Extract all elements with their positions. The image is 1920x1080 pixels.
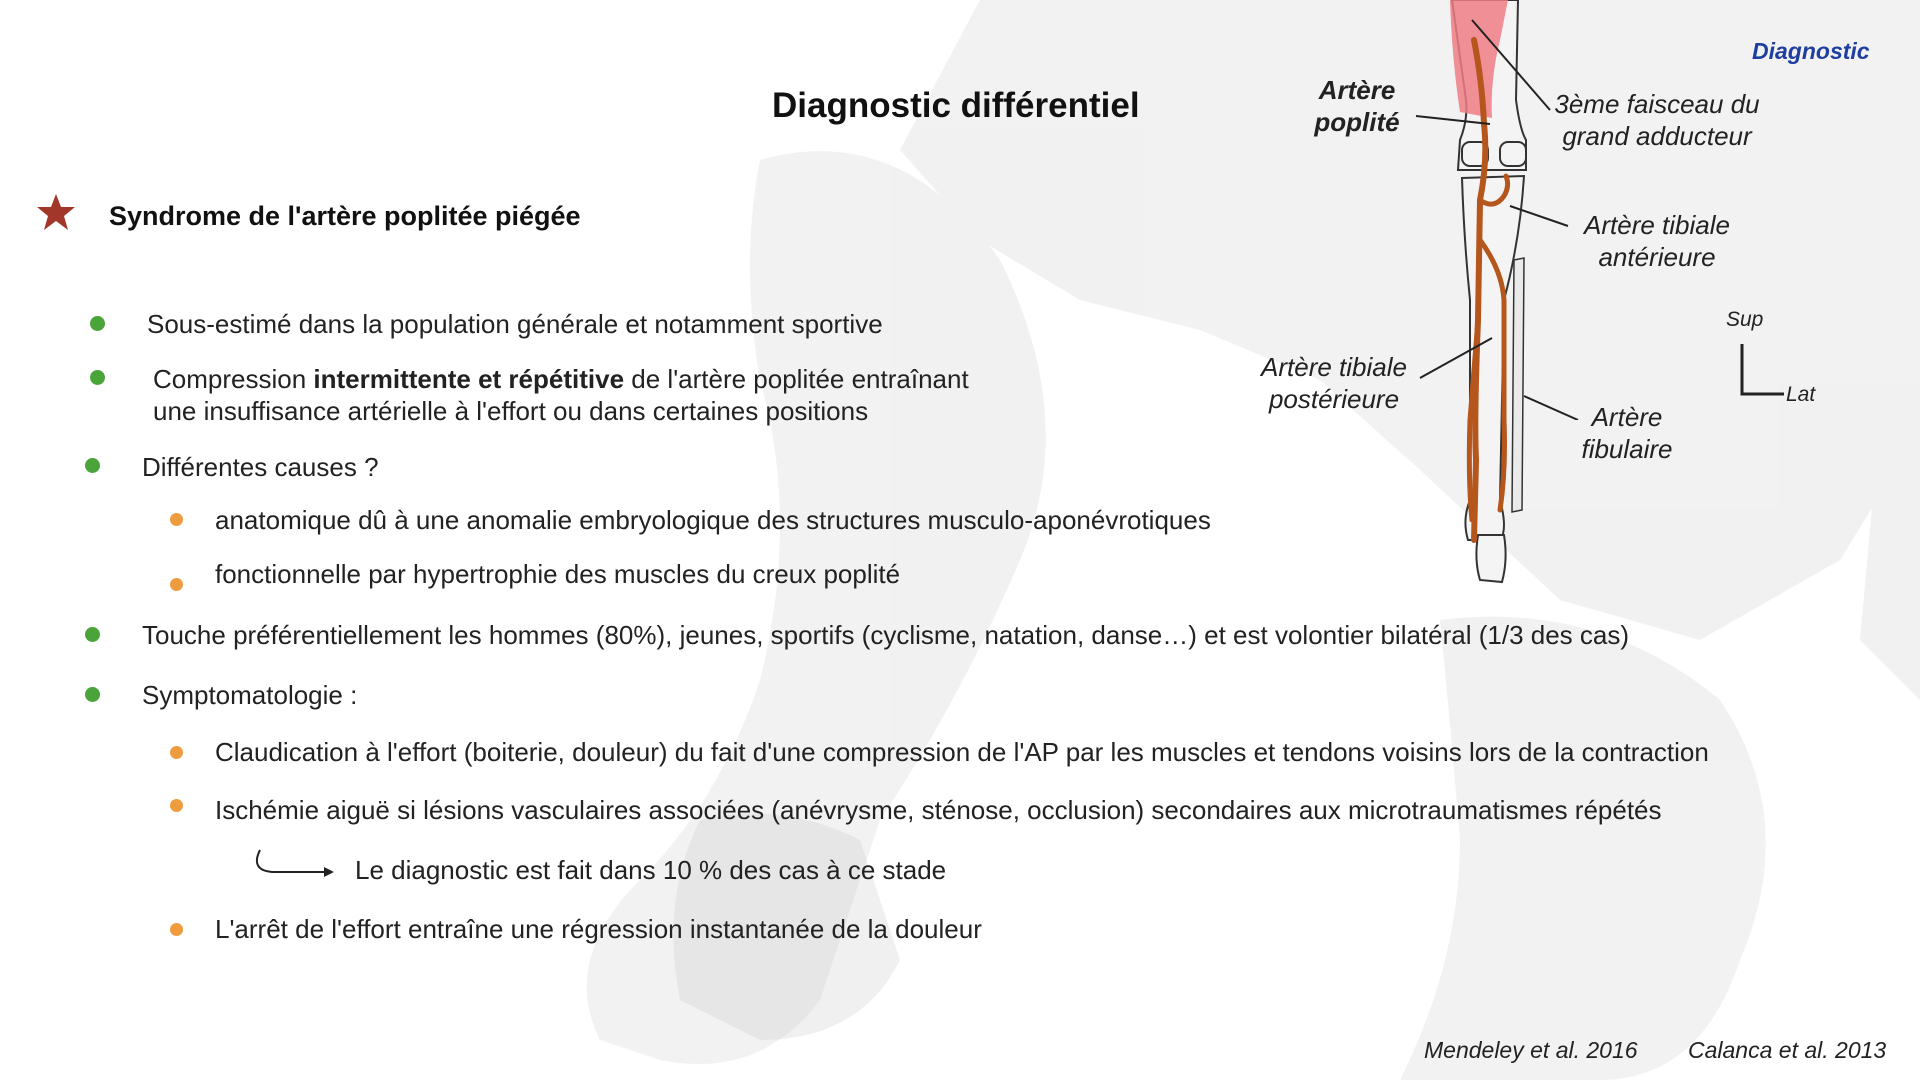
bullet-dot xyxy=(85,687,100,702)
sub-bullet-dot xyxy=(170,513,183,526)
label-anterior-tibial xyxy=(1567,209,1747,273)
label-fibular-line2: fibulaire xyxy=(1581,434,1673,464)
sub-bullet-dot xyxy=(170,578,183,591)
label-posterior-tibial-line1: Artère tibiale xyxy=(1261,352,1407,382)
label-adductor-line2: grand adducteur xyxy=(1562,121,1752,151)
bullet-compression-line2: une insuffisance artérielle à l'effort ou dans certaines positions xyxy=(153,396,869,426)
section-heading: Syndrome de l'artère poplitée piégée xyxy=(109,201,581,231)
label-anterior-tibial-line2: antérieure xyxy=(1598,242,1716,272)
label-popliteal-artery xyxy=(1302,74,1412,138)
sub-bullet-anatomical: anatomique dû à une anomalie embryologique des structures musculo-aponévrotiques xyxy=(215,505,1211,535)
slide-title: Diagnostic différentiel xyxy=(772,86,1140,125)
bullet-symptoms: Symptomatologie : xyxy=(142,680,358,710)
sub-bullet-relief: L'arrêt de l'effort entraîne une régression instantanée de la douleur xyxy=(215,914,982,944)
bullet-population: Touche préférentiellement les hommes (80%), jeunes, sportifs (cyclisme, natation, danse…) et est volontier bilatéral (1/3 des cas) xyxy=(142,620,1630,650)
bullet-underestimated: Sous-estimé dans la population générale et notamment sportive xyxy=(147,309,883,339)
bullet-dot xyxy=(85,458,100,473)
sub-bullet-ischemia: Ischémie aiguë si lésions vasculaires associées (anévrysme, sténose, occlusion) secondaires aux microtraumatismes répétés xyxy=(215,795,1662,825)
label-popliteal-line1: Artère xyxy=(1318,75,1396,105)
label-fibular-line1: Artère xyxy=(1591,402,1663,432)
axis-label-lat: Lat xyxy=(1786,383,1816,406)
bullet-causes: Différentes causes ? xyxy=(142,452,379,482)
label-popliteal-line2: poplité xyxy=(1314,107,1400,137)
label-posterior-tibial xyxy=(1244,351,1424,415)
bullet-compression-pre: Compression xyxy=(153,364,314,394)
orientation-axis-icon xyxy=(1738,342,1788,398)
sub-bullet-claudication: Claudication à l'effort (boiterie, douleur) du fait d'une compression de l'AP par les muscles et tendons voisins lors de la contraction xyxy=(215,737,1709,767)
sub-bullet-dot xyxy=(170,746,183,759)
foot-bone xyxy=(1476,535,1505,582)
label-adductor xyxy=(1542,88,1772,152)
star-icon xyxy=(36,192,76,232)
section-tag: Diagnostic xyxy=(1752,38,1870,64)
bullet-compression-bold: intermittente et répétitive xyxy=(313,364,625,394)
bullet-compression xyxy=(153,363,969,427)
label-anterior-tibial-line1: Artère tibiale xyxy=(1584,210,1730,240)
bullet-dot xyxy=(90,316,105,331)
label-posterior-tibial-line2: postérieure xyxy=(1268,384,1400,414)
reference-calanca: Calanca et al. 2013 xyxy=(1688,1037,1887,1063)
label-fibular xyxy=(1572,401,1682,465)
sub-bullet-dot xyxy=(170,799,183,812)
bullet-dot xyxy=(85,627,100,642)
axis-label-sup: Sup xyxy=(1726,308,1764,331)
bullet-dot xyxy=(90,370,105,385)
reference-mendeley: Mendeley et al. 2016 xyxy=(1424,1037,1638,1063)
label-adductor-line1: 3ème faisceau du xyxy=(1554,89,1760,119)
bullet-compression-post: de l'artère poplitée entraînant xyxy=(624,364,969,394)
ischemia-note: Le diagnostic est fait dans 10 % des cas à ce stade xyxy=(355,855,947,885)
curved-arrow-icon xyxy=(252,848,336,884)
sub-bullet-dot xyxy=(170,923,183,936)
sub-bullet-functional: fonctionnelle par hypertrophie des muscles du creux poplité xyxy=(215,559,901,589)
